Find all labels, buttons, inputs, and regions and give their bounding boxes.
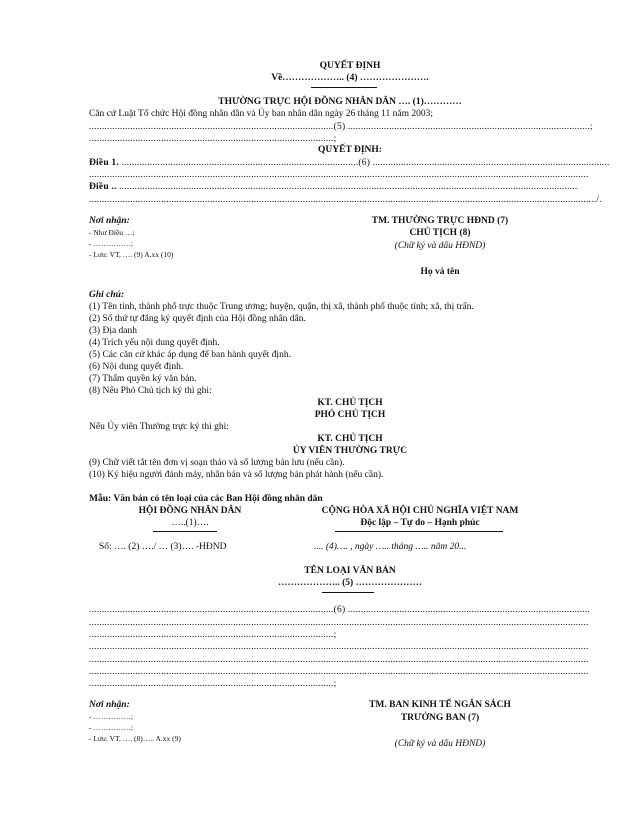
note-item: (5) Các căn cứ khác áp dụng để ban hành quyết định. (89, 350, 291, 360)
recipient-item: - Như Điều …; (89, 228, 135, 237)
article-n-label: Điều .. (89, 182, 117, 192)
org-name-line-1: HỘI ĐỒNG NHÂN DÂN (138, 506, 242, 516)
article-1-continued: .................................................................................................................................................................................................. (89, 170, 589, 180)
member-intro: Nếu Ủy viên Thường trực ký thì ghi: (89, 422, 229, 432)
member-line-2: ỦY VIÊN THƯỜNG TRỰC (292, 446, 408, 456)
motto-underline (335, 531, 503, 532)
document-number: Số: …. (2) …./ … (3)…. -HĐND (99, 542, 227, 552)
note-item: (9) Chữ viết tắt tên đơn vị soạn thảo và số lượng bản lưu (nếu cần). (89, 458, 345, 468)
article-1-text: ............................................................................................(6) ............................................................................................ (118, 158, 610, 168)
signature-title: CHỦ TỊCH (8) (409, 228, 471, 238)
note-item: (8) Nếu Phó Chủ tịch ký thì ghi: (89, 386, 212, 396)
body-line: .................................................................................................................................................................................................. (89, 618, 589, 628)
signer-name: Họ và tên (420, 267, 460, 277)
article-n (89, 181, 578, 193)
note-item: (2) Số thứ tự đăng ký quyết định của Hội đồng nhân dân. (89, 314, 306, 324)
recipient-item: - ……………; (89, 723, 133, 732)
place-date: .... (4)…. , ngày ….. tháng ….. năm 20... (314, 542, 467, 552)
note-item: (7) Thẩm quyền ký văn bản. (89, 374, 197, 384)
doc-type-heading: TÊN LOẠI VĂN BẢN (304, 566, 396, 576)
legal-basis-1: Căn cứ Luật Tổ chức Hội đồng nhân dân và Ủy ban nhân dân ngày 26 tháng 11 năm 2003; (89, 109, 434, 119)
org-name-line-2: …..(1)…. (171, 518, 209, 528)
vice-chair-line-1: KT. CHỦ TỊCH (317, 398, 383, 408)
article-n-end: ...................................................................................................................................................................................................../. (89, 195, 602, 205)
note-item: (1) Tên tỉnh, thành phố trực thuộc Trung ương; huyện, quận, thị xã, thành phố thuộc tỉnh; xã, thị trấn. (89, 302, 474, 312)
recipient-item: - ……………; (89, 712, 133, 721)
article-1 (89, 157, 610, 169)
legal-basis-3: ...............................................................................................; (89, 134, 337, 144)
body-line: .................................................................................................................................................................................................. (89, 642, 589, 652)
recipients-label: Nơi nhận: (89, 216, 130, 226)
notes-label: Ghi chú: (89, 290, 125, 300)
decide-heading: QUYẾT ĐỊNH: (318, 145, 382, 155)
body-line: ...............................................................................................; (89, 679, 337, 689)
body-line: .................................................................................................................................................................................................. (89, 655, 589, 665)
recipients-label-2: Nơi nhận: (89, 700, 130, 710)
article-1-label: Điều 1. (89, 158, 119, 168)
signature-title-2: TRƯỞNG BAN (7) (400, 713, 480, 723)
recipient-item: - Lưu: VT, …. (9) A.xx (10) (89, 250, 174, 259)
recipient-item: - ……………; (89, 239, 133, 248)
doc-summary: ……………….. (5) ………………… (277, 578, 423, 588)
decision-subtitle: Về……………….. (4) …………………. (271, 73, 429, 83)
note-item: (10) Ký hiệu người đánh máy, nhân bản và số lượng bản phát hành (nếu cần). (89, 470, 384, 480)
note-item: (6) Nội dung quyết định. (89, 362, 184, 372)
recipient-item: - Lưu: VT, …. (8)….. A.xx (9) (89, 734, 181, 743)
body-line: ...............................................................................................(6) .............................................................................................. (89, 605, 590, 615)
note-item: (3) Địa danh (89, 326, 138, 336)
issuer-heading: THƯỜNG TRỰC HỘI ĐỒNG NHÂN DÂN …. (1)………… (218, 97, 462, 107)
decision-title: QUYẾT ĐỊNH (319, 61, 381, 71)
nation-line-1: CỘNG HÒA XÃ HỘI CHỦ NGHĨA VIỆT NAM (321, 506, 519, 516)
signature-org: TM. THƯỜNG TRỰC HĐND (7) (371, 216, 509, 226)
signature-note: (Chữ ký và dấu HĐND) (394, 241, 486, 251)
body-line: .................................................................................................................................................................................................. (89, 667, 589, 677)
note-item: (4) Trích yếu nội dung quyết định. (89, 338, 220, 348)
nation-line-2: Độc lập – Tự do – Hạnh phúc (360, 518, 480, 528)
article-n-text: .................................................................................................................................................................................. (116, 182, 578, 192)
sample-heading: Mẫu: Văn bản có tên loại của các Ban Hội đồng nhân dân (89, 494, 323, 504)
signature-org-2: TM. BAN KINH TẾ NGÂN SÁCH (369, 700, 511, 710)
org-underline (153, 531, 217, 532)
member-line-1: KT. CHỦ TỊCH (317, 434, 383, 444)
legal-basis-2: ...............................................................................................(5) ..............................................................................................; (89, 122, 593, 132)
body-line: ...............................................................................................; (89, 630, 337, 640)
vice-chair-line-2: PHÓ CHỦ TỊCH (314, 410, 386, 420)
signature-note-2: (Chữ ký và dấu HĐND) (394, 739, 486, 749)
subtitle-underline (311, 87, 377, 88)
summary-underline (322, 592, 374, 593)
